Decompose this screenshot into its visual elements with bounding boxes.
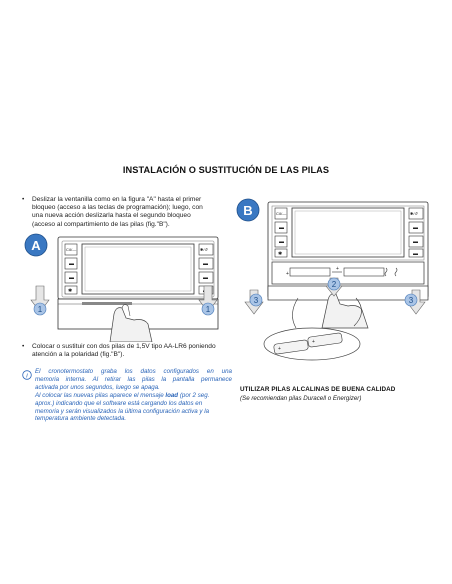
step2-line: Colocar o sustituir con dos pilas de 1,5V tipo AA-LR6 poniendo xyxy=(32,343,216,350)
button-label: ✱/↺ xyxy=(200,247,208,252)
note-line: El cronotermostato graba los datos configurados en una xyxy=(35,368,232,375)
arrow-label-mid: 2 xyxy=(331,280,337,289)
svg-text:▬: ▬ xyxy=(203,275,208,281)
screen-label: Ciⅈ/— xyxy=(276,211,287,216)
step1-line: una nueva acción deslizarla hasta el segundo bloqueo xyxy=(32,212,191,220)
badge-a: A xyxy=(31,238,41,253)
step1-block xyxy=(22,196,218,229)
svg-text:i: i xyxy=(26,372,28,380)
battery-hint-subtitle: (Se recomiendan pilas Duracell o Energizer) xyxy=(240,395,362,402)
arrow-label-right: 1 xyxy=(205,305,211,314)
svg-text:+: + xyxy=(278,346,281,352)
note-load-keyword: load xyxy=(165,391,179,399)
svg-text:+: + xyxy=(312,339,315,345)
step1-line: (acceso al compartimiento de las pilas (fig."B"). xyxy=(32,220,170,228)
info-icon xyxy=(22,370,32,380)
svg-text:▬: ▬ xyxy=(279,225,284,231)
note-line: memoria y serán visualizados la última configuración activa y la xyxy=(35,407,210,415)
note-line: temperatura ambiente detectada. xyxy=(35,415,127,423)
svg-text:▬: ▬ xyxy=(69,261,74,267)
svg-text:+: + xyxy=(336,266,339,272)
arrow-label-left: 1 xyxy=(37,305,43,314)
note-line: activada por unos segundos, luego se apaga. xyxy=(35,383,160,391)
page-title: INSTALACIÓN O SUSTITUCIÓN DE LAS PILAS xyxy=(122,165,330,175)
svg-text:▬: ▬ xyxy=(279,239,284,245)
step2-block xyxy=(22,343,232,359)
svg-text:▬: ▬ xyxy=(69,275,74,281)
step1-line: bloqueo (acceso a las teclas de programación); luego, con xyxy=(32,204,203,212)
step2-bullet: • xyxy=(22,343,25,350)
svg-text:▬: ▬ xyxy=(413,239,418,245)
note-line: memoria interna. Al retirar las pilas la pantalla permanece xyxy=(35,375,232,383)
svg-text:▬: ▬ xyxy=(203,261,208,267)
note-line: aprox.) indicando que el software está cargando los datos en xyxy=(35,399,203,407)
arrow-label-left: 3 xyxy=(253,296,259,305)
batteries-illustration xyxy=(262,326,362,362)
step1-line: Deslizar la ventanilla como en la figura "A" hasta el primer xyxy=(32,196,202,203)
button-label: ✱/↺ xyxy=(410,211,418,216)
arrow-label-right: 3 xyxy=(408,296,414,305)
svg-text:✱: ✱ xyxy=(68,288,73,294)
step2-line: atención a la polaridad (fig."B"). xyxy=(32,351,125,359)
svg-text:▬: ▬ xyxy=(413,225,418,231)
svg-text:+: + xyxy=(286,271,289,277)
step1-bullet: • xyxy=(22,196,25,203)
figure-a-thermostat xyxy=(22,232,222,342)
svg-text:▬: ▬ xyxy=(413,251,418,257)
note-line-load: Al colocar las nuevas pilas aparece el mensaje load (por 2 seg. xyxy=(35,391,210,399)
badge-b: B xyxy=(243,203,253,218)
battery-hint-title: UTILIZAR PILAS ALCALINAS DE BUENA CALIDAD xyxy=(240,386,396,393)
info-note xyxy=(22,368,232,423)
svg-text:✱: ✱ xyxy=(278,251,283,257)
screen-label: Ciⅈ/— xyxy=(66,247,77,252)
